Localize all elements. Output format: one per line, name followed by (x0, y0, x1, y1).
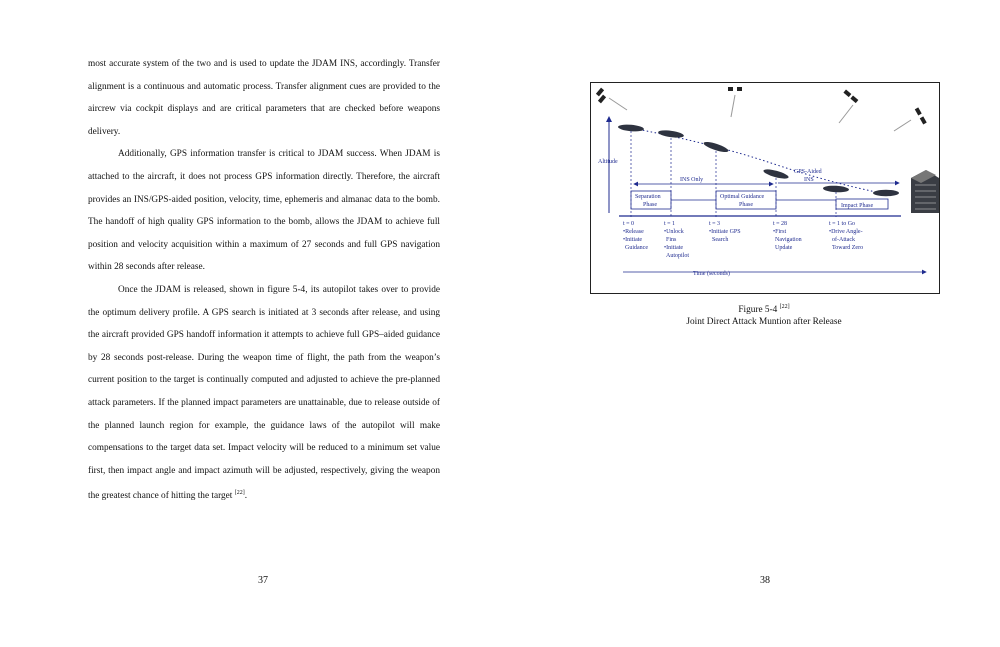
svg-text:Update: Update (775, 245, 793, 251)
svg-text:•Initiate: •Initiate (664, 245, 684, 251)
right-page (500, 0, 1000, 647)
caption-ref: [22] (779, 304, 790, 310)
svg-text:of-Attack: of-Attack (832, 237, 855, 243)
paragraph-3-text: Once the JDAM is released, shown in figure 5-4, its autopilot takes over to provide the optimum delivery profile. A GPS search is initiated at 3 seconds after release, and using the aircraft provided GPS handoff information it attempts to achieve full GPS–aided guidance by 28 seconds post-release. During the weapon time of flight, the path from the weapon’s current position to the target is continually computed and adjusted to achieve the pre-planned attack parameters. If the planned impact parameters are unattainable, due to release outside of the planned launch region for example, the guidance laws of the autopilot will make compensations to the target data set. Impact velocity will be reduced to a minimum set value first, then impact angle and impact azimuth will be adjusted, respectively, giving the weapon the greatest chance of hitting the target (88, 284, 440, 502)
page-number-right: 38 (760, 575, 770, 586)
jdam-figure (590, 82, 940, 294)
svg-text:Search: Search (712, 237, 729, 243)
event-t3 (709, 221, 741, 243)
satellite-icon-3 (839, 90, 858, 123)
satellite-icon-2 (728, 87, 742, 117)
paragraph-2: Additionally, GPS information transfer is critical to JDAM success. When JDAM is attached to the aircraft, it does not process GPS information directly. Therefore, the aircraft provides an INS/GPS-aided position, velocity, time, ephemeris and almanac data to the bomb. The handoff of high quality GPS information to the bomb, allows the JDAM to achieve full position and velocity acquisition within a maximum of 27 seconds and full GPS navigation within 28 seconds after release. (88, 149, 440, 273)
svg-text:Autopilot: Autopilot (666, 253, 690, 259)
citation: [22] (234, 490, 245, 497)
svg-text:Navigation: Navigation (775, 237, 802, 243)
svg-text:•Release: •Release (623, 229, 644, 235)
svg-text:t = 3: t = 3 (709, 221, 721, 227)
impact-phase-label: Impact Phase (841, 203, 874, 209)
svg-text:t = 1 to Go: t = 1 to Go (829, 221, 856, 227)
figure-caption (590, 301, 938, 328)
caption-title: Figure 5-4 (738, 305, 778, 315)
caption-text: Joint Direct Attack Muntion after Release (686, 317, 842, 327)
satellite-icon-1 (596, 88, 627, 110)
event-t0 (623, 221, 648, 251)
time-label: Time (seconds) (693, 271, 730, 277)
svg-text:•Unlock: •Unlock (664, 229, 684, 235)
svg-text:Toward Zero: Toward Zero (832, 245, 864, 251)
target-building-icon (911, 170, 939, 213)
svg-text:•Drive Angle-: •Drive Angle- (829, 229, 863, 235)
paragraph-1: most accurate system of the two and is used to update the JDAM INS, accordingly. Transfer alignment is a continuous and automatic process. Transfer alignment cues are provided to the aircrew via cockpit displays and are critical parameters that are checked before weapons delivery. (88, 59, 440, 137)
caption-title-line (590, 301, 938, 316)
paragraph-3: Once the JDAM is released, shown in figure 5-4, its autopilot takes over to provide the optimum delivery profile. A GPS search is initiated at 3 seconds after release, and using the aircraft provided GPS handoff information it attempts to achieve full GPS–aided guidance by 28 seconds post-release. During the weapon time of flight, the path from the weapon’s current position to the target is continually computed and adjusted to achieve the pre-planned attack parameters. If the planned impact parameters are unattainable, due to release outside of the planned launch region for example, the guidance laws of the autopilot will make compensations to the target data set. Impact velocity will be reduced to a minimum set value first, then impact angle and impact azimuth will be adjusted, respectively, giving the weapon the greatest chance of hitting the target [22]. (88, 284, 440, 502)
page-number-left: 37 (258, 575, 268, 586)
jdam-diagram (591, 83, 939, 293)
satellite-icon-4 (894, 107, 927, 131)
event-t28 (773, 221, 802, 251)
bomb-icons (618, 124, 899, 197)
optimal-phase-label-1: Optimal Guidance (720, 194, 765, 200)
gps-aided-label-2: INS (804, 177, 814, 183)
svg-text:t = 0: t = 0 (623, 221, 635, 227)
svg-text:Guidance: Guidance (625, 245, 648, 251)
separation-phase-label-1: Separation (635, 194, 661, 200)
svg-text:•Initiate GPS: •Initiate GPS (709, 229, 741, 235)
svg-text:•First: •First (773, 229, 787, 235)
svg-text:t = 1: t = 1 (664, 221, 676, 227)
optimal-phase-label-2: Phase (739, 202, 753, 208)
event-t1-to-go (829, 221, 863, 251)
ins-only-label: INS Only (680, 177, 704, 183)
svg-text:Fins: Fins (666, 237, 677, 243)
separation-phase-label-2: Phase (643, 202, 657, 208)
gps-aided-label-1: GPS-Aided (794, 169, 822, 175)
event-t1 (664, 221, 689, 259)
svg-text:t = 28: t = 28 (773, 221, 788, 227)
svg-text:•Initiate: •Initiate (623, 237, 643, 243)
altitude-label: Altitude (598, 159, 618, 165)
body-text (88, 53, 440, 508)
